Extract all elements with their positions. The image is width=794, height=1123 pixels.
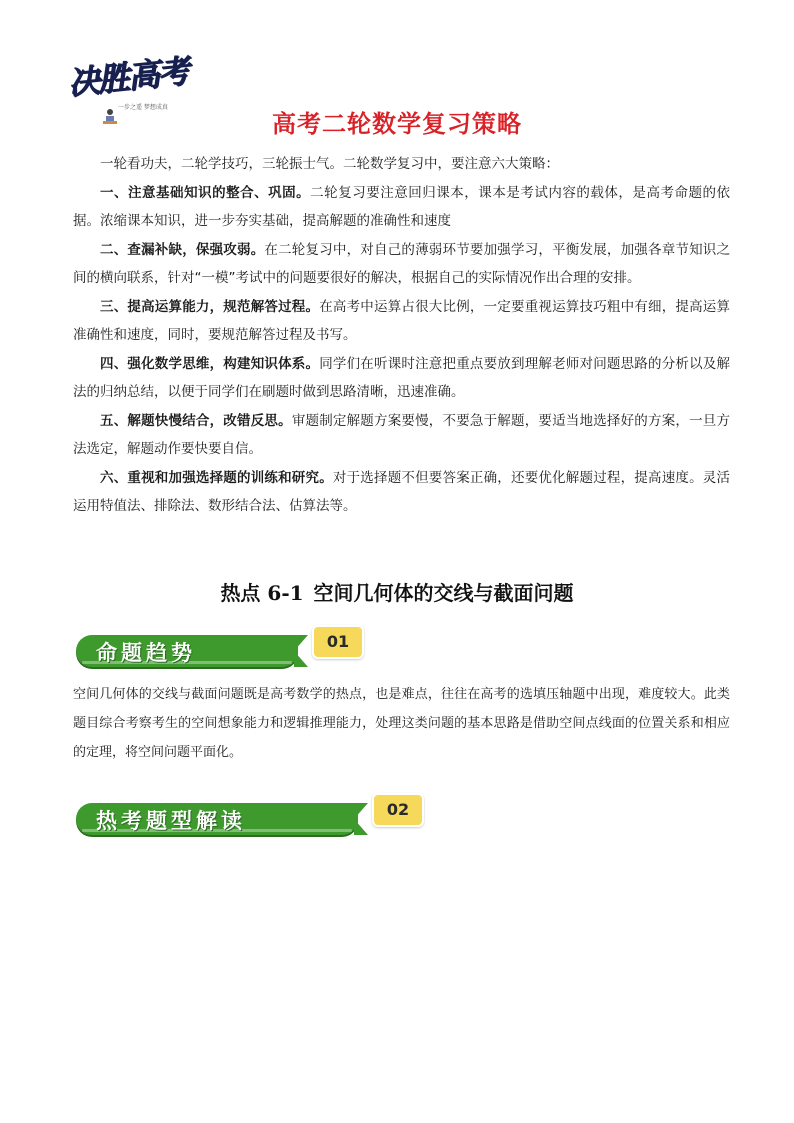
strategy-paragraph [73,464,730,521]
strategy-list [73,150,730,521]
section-label: 命题趋势 [96,640,196,665]
strategy-heading: 四、强化数学思维，构建知识体系。 [100,355,320,372]
section-number-badge: 02 [372,793,424,827]
strategy-text: 二轮复习要注意回归课本，课本是考试内容的载体，是高考命题的依据。浓缩课本知识，进一步夯实基础，提高解题的准确性和速度 [73,184,731,229]
page-title: 高考二轮数学复习策略 [272,110,522,138]
hotspot-name: 空间几何体的交线与截面问题 [313,581,574,605]
strategy-text: 审题制定解题方案要慢，不要急于解题，要适当地选择好的方案，一旦方法选定，解题动作要快要自信。 [73,412,731,457]
section-banner-hot-types [76,793,410,839]
logo-text: 决胜高考 [65,51,190,103]
trend-paragraph [73,680,730,767]
section-label: 热考题型解读 [96,808,246,833]
strategy-paragraph [73,407,730,464]
intro-paragraph: 一轮看功夫，二轮学技巧，三轮振士气。二轮数学复习中，要注意六大策略： [100,156,559,172]
strategy-heading: 三、提高运算能力，规范解答过程。 [100,298,320,315]
banner-flag [354,803,368,835]
strategy-heading: 二、查漏补缺，保强攻弱。 [100,241,265,258]
hotspot-title [0,577,794,606]
strategy-text: 对于选择题不但要答案正确，还要优化解题过程，提高速度。灵活运用特值法、排除法、数形结合法、估算法等。 [73,469,731,514]
strategy-heading: 六、重视和加强选择题的训练和研究。 [100,469,333,486]
strategy-heading: 一、注意基础知识的整合、巩固。 [100,184,311,201]
strategy-text: 同学们在听课时注意把重点要放到理解老师对问题思路的分析以及解法的归纳总结，以便于同学们在刷题时做到思路清晰，迅速准确。 [73,355,731,400]
section-banner-trend [76,625,350,671]
trend-text: 空间几何体的交线与截面问题既是高考数学的热点，也是难点，往往在高考的选填压轴题中出现，难度较大。此类题目综合考察考生的空间想象能力和逻辑推理能力，处理这类问题的基本思路是借助空间点线面的位置关系和相应的定理，将空间问题平面化。 [73,687,730,760]
logo-tagline: 一步之遥 梦想成真 [118,104,168,111]
strategy-paragraph [73,293,730,350]
strategy-text: 在高考中运算占很大比例，一定要重视运算技巧粗中有细，提高运算准确性和速度，同时，要规范解答过程及书写。 [73,298,731,343]
section-number-badge: 01 [312,625,364,659]
strategy-text: 在二轮复习中，对自己的薄弱环节要加强学习，平衡发展，加强各章节知识之间的横向联系，针对“一模”考试中的问题要很好的解决，根据自己的实际情况作出合理的安排。 [73,241,731,286]
hotspot-number: 热点 6-1 [220,581,304,605]
strategy-paragraph [73,179,730,236]
banner-flag [294,635,308,667]
strategy-paragraph [73,236,730,293]
strategy-paragraph [73,350,730,407]
strategy-heading: 五、解题快慢结合，改错反思。 [100,412,292,429]
